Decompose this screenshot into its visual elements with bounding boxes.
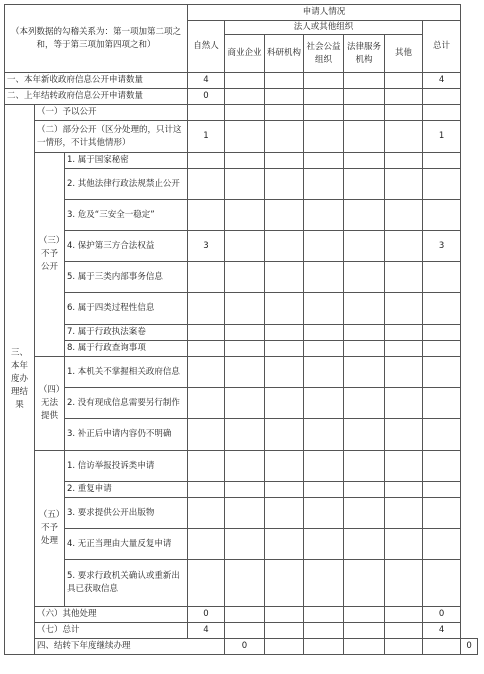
applicant-situation-header: 申请人情况 <box>188 5 461 21</box>
empty-cell <box>423 169 461 200</box>
item-g4-3: 3. 补正后申请内容仍不明确 <box>65 419 188 451</box>
empty-cell <box>344 498 385 529</box>
empty-cell <box>304 607 344 623</box>
cell-n4-natural: 3 <box>188 231 225 262</box>
empty-cell <box>188 388 225 419</box>
empty-cell <box>423 262 461 293</box>
empty-cell <box>265 89 304 105</box>
empty-cell <box>304 529 344 560</box>
cell-g6-total: 0 <box>423 607 461 623</box>
item-g5-1: 1. 信访举报投诉类申请 <box>65 451 188 482</box>
empty-cell <box>225 623 265 639</box>
empty-cell <box>423 293 461 325</box>
cell-g7-natural: 4 <box>188 623 225 639</box>
empty-cell <box>188 153 225 169</box>
empty-cell <box>265 451 304 482</box>
empty-cell <box>344 153 385 169</box>
empty-cell <box>385 482 423 498</box>
item-g3-8: 8. 属于行政查询事项 <box>65 341 188 357</box>
empty-cell <box>385 121 423 153</box>
cell-s1-natural: 4 <box>188 73 225 89</box>
group-3-label: （三）不予公开 <box>35 153 65 357</box>
section-1-label: 一、本年新收政府信息公开申请数量 <box>5 73 188 89</box>
empty-cell <box>265 388 304 419</box>
cell-g6-natural: 0 <box>188 607 225 623</box>
empty-cell <box>344 419 385 451</box>
empty-cell <box>188 293 225 325</box>
empty-cell <box>225 388 265 419</box>
empty-cell <box>304 200 344 231</box>
empty-cell <box>304 105 344 121</box>
empty-cell <box>423 419 461 451</box>
other-header: 其他 <box>385 35 423 73</box>
empty-cell <box>423 153 461 169</box>
empty-cell <box>265 231 304 262</box>
empty-cell <box>265 357 304 388</box>
empty-cell <box>225 169 265 200</box>
empty-cell <box>385 169 423 200</box>
empty-cell <box>225 607 265 623</box>
empty-cell <box>385 529 423 560</box>
empty-cell <box>265 607 304 623</box>
empty-cell <box>304 325 344 341</box>
empty-cell <box>385 607 423 623</box>
empty-cell <box>188 560 225 607</box>
empty-cell <box>304 293 344 325</box>
legal-org-header: 法人或其他组织 <box>225 21 423 35</box>
empty-cell <box>304 357 344 388</box>
item-g5-3: 3. 要求提供公开出版物 <box>65 498 188 529</box>
empty-cell <box>265 105 304 121</box>
group-4-label: （四）无法提供 <box>35 357 65 451</box>
empty-cell <box>265 498 304 529</box>
empty-cell <box>188 169 225 200</box>
item-g5-2: 2. 重复申请 <box>65 482 188 498</box>
empty-cell <box>225 498 265 529</box>
empty-cell <box>225 262 265 293</box>
empty-cell <box>423 341 461 357</box>
empty-cell <box>423 639 461 655</box>
item-g3-1: 1. 属于国家秘密 <box>65 153 188 169</box>
empty-cell <box>265 262 304 293</box>
empty-cell <box>188 451 225 482</box>
empty-cell <box>423 388 461 419</box>
empty-cell <box>344 607 385 623</box>
cell-g2-natural: 1 <box>188 121 225 153</box>
empty-cell <box>188 529 225 560</box>
empty-cell <box>385 419 423 451</box>
empty-cell <box>344 325 385 341</box>
empty-cell <box>188 105 225 121</box>
empty-cell <box>265 169 304 200</box>
empty-cell <box>385 262 423 293</box>
empty-cell <box>225 341 265 357</box>
empty-cell <box>423 200 461 231</box>
cell-s2-natural: 0 <box>188 89 225 105</box>
empty-cell <box>265 293 304 325</box>
empty-cell <box>344 560 385 607</box>
legal-service-header: 法律服务机构 <box>344 35 385 73</box>
empty-cell <box>304 419 344 451</box>
empty-cell <box>344 73 385 89</box>
empty-cell <box>344 341 385 357</box>
empty-cell <box>344 169 385 200</box>
empty-cell <box>265 560 304 607</box>
empty-cell <box>225 231 265 262</box>
empty-cell <box>265 482 304 498</box>
empty-cell <box>188 262 225 293</box>
section-3-label: 三、本年度办理结果 <box>5 105 35 655</box>
empty-cell <box>265 529 304 560</box>
empty-cell <box>385 89 423 105</box>
item-g3-5: 5. 属于三类内部事务信息 <box>65 262 188 293</box>
empty-cell <box>188 498 225 529</box>
empty-cell <box>385 560 423 607</box>
disclosure-table <box>4 4 478 655</box>
empty-cell <box>344 623 385 639</box>
group-1-label: （一）予以公开 <box>35 105 188 121</box>
empty-cell <box>225 121 265 153</box>
empty-cell <box>304 89 344 105</box>
empty-cell <box>225 73 265 89</box>
empty-cell <box>344 357 385 388</box>
research-header: 科研机构 <box>265 35 304 73</box>
empty-cell <box>188 325 225 341</box>
item-g3-6: 6. 属于四类过程性信息 <box>65 293 188 325</box>
empty-cell <box>423 451 461 482</box>
empty-cell <box>423 482 461 498</box>
empty-cell <box>265 341 304 357</box>
empty-cell <box>265 325 304 341</box>
empty-cell <box>225 451 265 482</box>
empty-cell <box>344 388 385 419</box>
empty-cell <box>188 482 225 498</box>
group-2-label: （二）部分公开（区分处理的，只计这一情形，不计其他情形） <box>35 121 188 153</box>
empty-cell <box>265 419 304 451</box>
empty-cell <box>344 89 385 105</box>
empty-cell <box>385 293 423 325</box>
cell-s4-natural: 0 <box>225 639 265 655</box>
group-7-label: （七）总计 <box>35 623 188 639</box>
corner-note: （本列数据的勾稽关系为：第一项加第二项之和，等于第三项加第四项之和） <box>5 5 188 73</box>
empty-cell <box>225 89 265 105</box>
empty-cell <box>423 89 461 105</box>
empty-cell <box>423 529 461 560</box>
empty-cell <box>188 341 225 357</box>
empty-cell <box>385 341 423 357</box>
item-g5-5: 5. 要求行政机关确认或重新出具已获取信息 <box>65 560 188 607</box>
empty-cell <box>304 341 344 357</box>
empty-cell <box>344 451 385 482</box>
empty-cell <box>385 73 423 89</box>
empty-cell <box>225 293 265 325</box>
empty-cell <box>304 498 344 529</box>
empty-cell <box>344 262 385 293</box>
empty-cell <box>304 73 344 89</box>
empty-cell <box>344 293 385 325</box>
empty-cell <box>225 529 265 560</box>
empty-cell <box>385 623 423 639</box>
empty-cell <box>344 121 385 153</box>
empty-cell <box>265 200 304 231</box>
empty-cell <box>344 529 385 560</box>
empty-cell <box>304 482 344 498</box>
empty-cell <box>225 153 265 169</box>
empty-cell <box>385 231 423 262</box>
empty-cell <box>385 451 423 482</box>
empty-cell <box>304 153 344 169</box>
commercial-header: 商业企业 <box>225 35 265 73</box>
empty-cell <box>304 388 344 419</box>
empty-cell <box>265 639 304 655</box>
empty-cell <box>385 639 423 655</box>
section-2-label: 二、上年结转政府信息公开申请数量 <box>5 89 188 105</box>
empty-cell <box>385 498 423 529</box>
empty-cell <box>385 105 423 121</box>
empty-cell <box>385 153 423 169</box>
item-g3-7: 7. 属于行政执法案卷 <box>65 325 188 341</box>
empty-cell <box>304 262 344 293</box>
empty-cell <box>423 560 461 607</box>
empty-cell <box>344 105 385 121</box>
empty-cell <box>304 451 344 482</box>
empty-cell <box>385 200 423 231</box>
social-header: 社会公益组织 <box>304 35 344 73</box>
item-g3-3: 3. 危及“三安全一稳定” <box>65 200 188 231</box>
empty-cell <box>423 105 461 121</box>
empty-cell <box>225 482 265 498</box>
empty-cell <box>225 560 265 607</box>
empty-cell <box>344 639 385 655</box>
empty-cell <box>304 169 344 200</box>
item-g4-1: 1. 本机关不掌握相关政府信息 <box>65 357 188 388</box>
item-g5-4: 4. 无正当理由大量反复申请 <box>65 529 188 560</box>
item-g3-4: 4. 保护第三方合法权益 <box>65 231 188 262</box>
group-6-label: （六）其他处理 <box>35 607 188 623</box>
empty-cell <box>385 325 423 341</box>
empty-cell <box>265 153 304 169</box>
empty-cell <box>225 357 265 388</box>
cell-n4-total: 3 <box>423 231 461 262</box>
empty-cell <box>225 200 265 231</box>
empty-cell <box>188 200 225 231</box>
cell-s1-total: 4 <box>423 73 461 89</box>
empty-cell <box>385 357 423 388</box>
empty-cell <box>344 200 385 231</box>
empty-cell <box>188 357 225 388</box>
total-header: 总计 <box>423 21 461 73</box>
empty-cell <box>304 560 344 607</box>
section-4-label: 四、结转下年度继续办理 <box>35 639 225 655</box>
cell-g7-total: 4 <box>423 623 461 639</box>
empty-cell <box>265 121 304 153</box>
item-g3-2: 2. 其他法律行政法规禁止公开 <box>65 169 188 200</box>
empty-cell <box>423 498 461 529</box>
empty-cell <box>188 419 225 451</box>
empty-cell <box>304 639 344 655</box>
empty-cell <box>304 623 344 639</box>
empty-cell <box>225 105 265 121</box>
empty-cell <box>344 482 385 498</box>
empty-cell <box>225 325 265 341</box>
cell-g2-total: 1 <box>423 121 461 153</box>
empty-cell <box>225 419 265 451</box>
empty-cell <box>344 231 385 262</box>
empty-cell <box>423 357 461 388</box>
empty-cell <box>304 231 344 262</box>
cell-s4-total: 0 <box>461 639 478 655</box>
item-g4-2: 2. 没有现成信息需要另行制作 <box>65 388 188 419</box>
group-5-label: （五）不予处理 <box>35 451 65 607</box>
empty-cell <box>304 121 344 153</box>
empty-cell <box>265 623 304 639</box>
empty-cell <box>385 388 423 419</box>
empty-cell <box>265 73 304 89</box>
natural-person-header: 自然人 <box>188 21 225 73</box>
empty-cell <box>423 325 461 341</box>
